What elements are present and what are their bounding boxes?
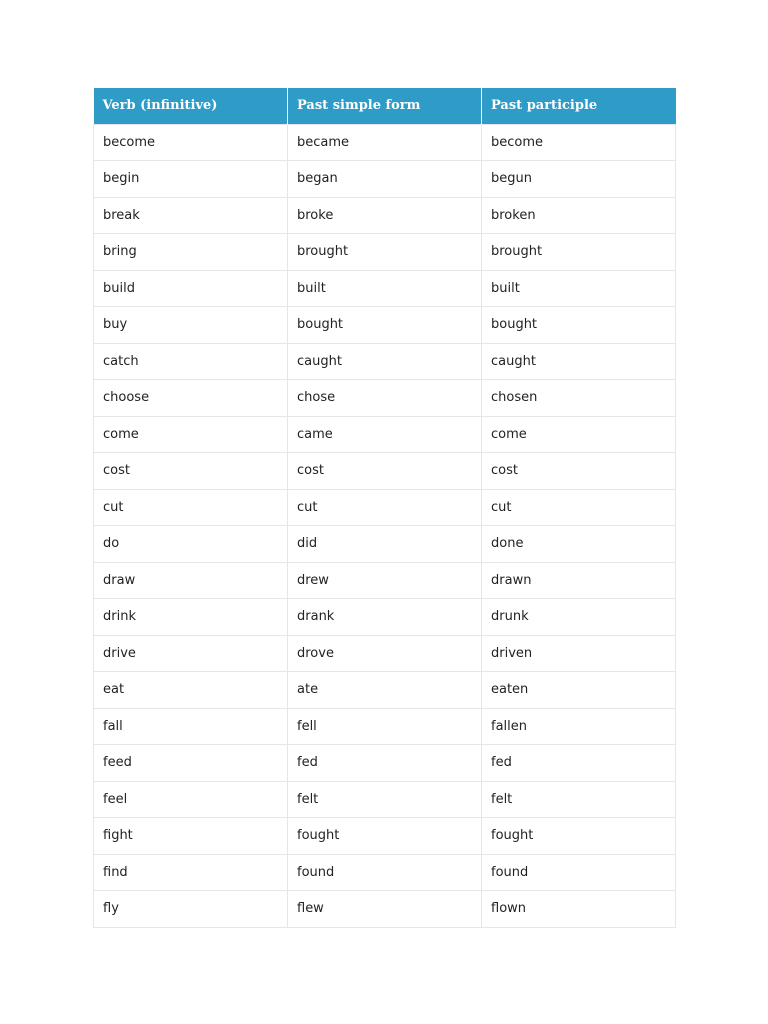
header-row [94,88,676,124]
past-participle-cell: built [482,270,676,307]
infinitive-cell: do [94,526,288,563]
past-participle-cell: drawn [482,562,676,599]
infinitive-cell: drink [94,599,288,636]
infinitive-cell: become [94,124,288,161]
past-participle-cell: chosen [482,380,676,417]
infinitive-cell: drive [94,635,288,672]
table-row [94,453,676,490]
header-infinitive: Verb (infinitive) [94,88,288,124]
table-row [94,197,676,234]
infinitive-cell: bring [94,234,288,271]
infinitive-cell: feed [94,745,288,782]
infinitive-cell: cost [94,453,288,490]
past-participle-cell: driven [482,635,676,672]
infinitive-cell: begin [94,161,288,198]
past-participle-cell: bought [482,307,676,344]
table-row [94,124,676,161]
past-participle-cell: found [482,854,676,891]
past-simple-cell: began [288,161,482,198]
table-row [94,489,676,526]
past-participle-cell: fed [482,745,676,782]
past-participle-cell: drunk [482,599,676,636]
table-row [94,343,676,380]
header-past-simple: Past simple form [288,88,482,124]
infinitive-cell: fly [94,891,288,928]
past-participle-cell: come [482,416,676,453]
past-participle-cell: cost [482,453,676,490]
past-simple-cell: cut [288,489,482,526]
past-simple-cell: drew [288,562,482,599]
past-simple-cell: flew [288,891,482,928]
table-row [94,672,676,709]
infinitive-cell: catch [94,343,288,380]
infinitive-cell: feel [94,781,288,818]
table-row [94,891,676,928]
past-simple-cell: built [288,270,482,307]
past-simple-cell: chose [288,380,482,417]
past-simple-cell: bought [288,307,482,344]
past-participle-cell: fallen [482,708,676,745]
infinitive-cell: choose [94,380,288,417]
past-simple-cell: drove [288,635,482,672]
past-participle-cell: flown [482,891,676,928]
past-simple-cell: ate [288,672,482,709]
past-simple-cell: did [288,526,482,563]
past-participle-cell: begun [482,161,676,198]
table-row [94,745,676,782]
table-header [94,88,676,124]
infinitive-cell: break [94,197,288,234]
table-row [94,526,676,563]
past-participle-cell: cut [482,489,676,526]
past-simple-cell: became [288,124,482,161]
table-row [94,416,676,453]
past-simple-cell: came [288,416,482,453]
irregular-verbs-table [93,88,676,928]
past-participle-cell: broken [482,197,676,234]
infinitive-cell: cut [94,489,288,526]
table-row [94,562,676,599]
infinitive-cell: find [94,854,288,891]
past-participle-cell: brought [482,234,676,271]
table-row [94,307,676,344]
table-row [94,380,676,417]
infinitive-cell: buy [94,307,288,344]
past-participle-cell: caught [482,343,676,380]
past-simple-cell: cost [288,453,482,490]
table-row [94,781,676,818]
infinitive-cell: come [94,416,288,453]
table-row [94,270,676,307]
table-body [94,124,676,927]
past-simple-cell: fought [288,818,482,855]
table-row [94,161,676,198]
infinitive-cell: eat [94,672,288,709]
past-simple-cell: fell [288,708,482,745]
past-simple-cell: brought [288,234,482,271]
header-past-participle: Past participle [482,88,676,124]
table-row [94,599,676,636]
past-participle-cell: become [482,124,676,161]
past-simple-cell: caught [288,343,482,380]
past-simple-cell: fed [288,745,482,782]
past-simple-cell: broke [288,197,482,234]
past-participle-cell: felt [482,781,676,818]
past-participle-cell: eaten [482,672,676,709]
past-simple-cell: found [288,854,482,891]
table-row [94,818,676,855]
infinitive-cell: fight [94,818,288,855]
past-simple-cell: drank [288,599,482,636]
past-participle-cell: fought [482,818,676,855]
infinitive-cell: fall [94,708,288,745]
past-participle-cell: done [482,526,676,563]
table-row [94,234,676,271]
infinitive-cell: build [94,270,288,307]
infinitive-cell: draw [94,562,288,599]
table-row [94,708,676,745]
past-simple-cell: felt [288,781,482,818]
table-row [94,635,676,672]
table-row [94,854,676,891]
